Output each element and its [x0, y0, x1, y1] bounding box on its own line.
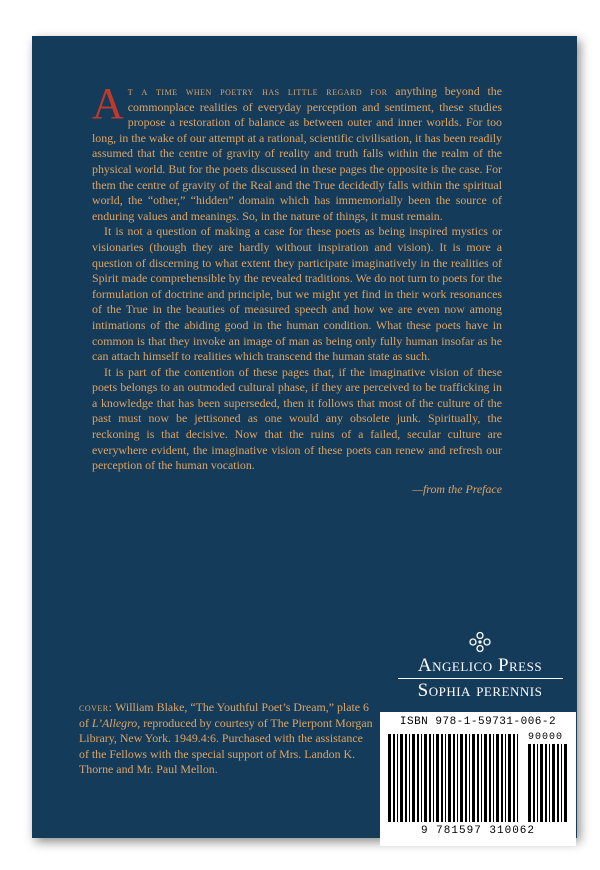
- barcode-bar: [421, 734, 422, 822]
- barcode-bar: [388, 734, 391, 822]
- cover-credit-part2: , reproduced by courtesy of The Pierpont Morgan Library, New York. 1949.4:6. Purchased with the assistance of the Fellows with the special support of Mrs. Landon K. Thorne and Mr. Paul Mellon.: [79, 715, 373, 777]
- barcode-bar: [493, 734, 494, 822]
- barcode-bar: [537, 744, 538, 822]
- cover-credit: [79, 700, 374, 778]
- barcode-bar: [508, 734, 511, 822]
- blurb-paragraph-1-rest: anything beyond the commonplace realities of everyday perception and sentiment, these studies propose a restoration of balance as between outer and inner worlds. For too long, in the wake of our attempt at a rational, scientific civilisation, it has been readily assumed that the centre of gravity of reality and truth falls within the realm of the physical world. But for the poets discussed in these pages the opposite is the case. For them the centre of gravity of the Real and the True decidedly falls within the spiritual world, the “other,” “hidden” domain which has immemorially been the source of enduring values and meanings. So, in the nature of things, it must remain.: [92, 84, 503, 223]
- barcode-bar: [457, 734, 458, 822]
- barcode-bar: [561, 744, 562, 822]
- blurb-paragraph-2: It is not a question of making a case for these poets as being inspired mystics or visionaries (though they are hardly without inspiration and vision). It is more a question of discerning to what extent they participate imaginatively in the realities of Spirit made comprehensible by the revealed traditions. We do not turn to poets for the formulation of doctrine and principle, but we might yet find in their work resonances of the True in the beauties of measured speech and how we are even now among intimations of the abiding good in the human condition. What these poets have in common is that they invoke an image of man as being only fully human insofar as he can attach himself to realities which transcend the human state as such.: [92, 224, 502, 364]
- barcode-bar: [429, 734, 431, 822]
- barcode-bar: [557, 744, 559, 822]
- barcode-bar: [441, 734, 443, 822]
- barcode-bar: [564, 744, 567, 822]
- barcode-bar: [533, 744, 535, 822]
- barcode-bar: [477, 734, 479, 822]
- barcode-bar: [397, 734, 398, 822]
- barcode-bar: [460, 734, 463, 822]
- barcode-bar: [501, 734, 503, 822]
- barcode-bar: [400, 734, 403, 822]
- ean-digits-text: 9 781597 310062: [420, 825, 536, 837]
- drop-cap: A: [92, 79, 124, 128]
- barcode-bar: [496, 734, 499, 822]
- barcode-bar: [484, 734, 487, 822]
- barcode-bar: [545, 744, 547, 822]
- barcode-bar: [405, 734, 407, 822]
- barcode-bar: [453, 734, 455, 822]
- barcode-bar: [505, 734, 506, 822]
- price-code-text: 90000: [528, 732, 564, 743]
- barcode-bar: [489, 734, 491, 822]
- barcode-bar: [540, 744, 543, 822]
- blurb-paragraph-1: [92, 79, 503, 224]
- barcode-bar: [549, 744, 550, 822]
- cover-credit-label: cover:: [79, 700, 113, 714]
- blurb-paragraph-3: It is part of the contention of these pages that, if the imaginative vision of these poets belongs to an outmoded cultural phase, if they are perceived to be trafficking in a knowledge that has been superseded, then it follows that most of the culture of the past must now be jettisoned as one would any obsolete junk. Spiritually, the reckoning is that decisive. Now that the ruins of a failed, secular culture are everywhere evident, the imaginative vision of these poets can renew and refresh our perception of the human vocation.: [92, 364, 502, 473]
- barcode-bar: [409, 734, 410, 822]
- publisher-name: Angelico Press: [417, 655, 543, 676]
- cover-credit-work-title: L’Allegro: [91, 715, 138, 730]
- barcode-bar: [448, 734, 451, 822]
- blurb-attribution: —from the Preface: [412, 481, 502, 496]
- barcode-bar: [513, 734, 515, 822]
- cover-credit-part1: William Blake, “The Youthful Poet’s Dream,” plate 6 of: [79, 700, 369, 730]
- barcode-bar: [517, 734, 518, 822]
- publisher-block: [380, 631, 580, 702]
- barcode-bar: [436, 734, 439, 822]
- barcode-bar: [528, 744, 531, 822]
- barcode-bar: [412, 734, 415, 822]
- barcode-bar: [552, 744, 555, 822]
- barcode-bar: [393, 734, 395, 822]
- barcode-panel: [380, 712, 576, 846]
- barcode-bar: [481, 734, 482, 822]
- barcode-bar: [469, 734, 470, 822]
- publisher-divider: [398, 678, 563, 679]
- isbn-text: ISBN 978-1-59731-006-2: [399, 716, 557, 728]
- blurb-lead-in: t a time when poetry has little regard for: [127, 84, 388, 98]
- publisher-imprint: Sophia perennis: [417, 680, 543, 701]
- barcode-bar: [472, 734, 475, 822]
- barcode-bar: [424, 734, 427, 822]
- angelico-cross-emblem-icon: [467, 631, 493, 653]
- book-back-cover: [32, 36, 577, 838]
- barcode-bar: [445, 734, 446, 822]
- barcode-bar: [417, 734, 419, 822]
- blurb-text: [92, 79, 503, 497]
- barcode-bar: [465, 734, 467, 822]
- barcode-bar: [433, 734, 434, 822]
